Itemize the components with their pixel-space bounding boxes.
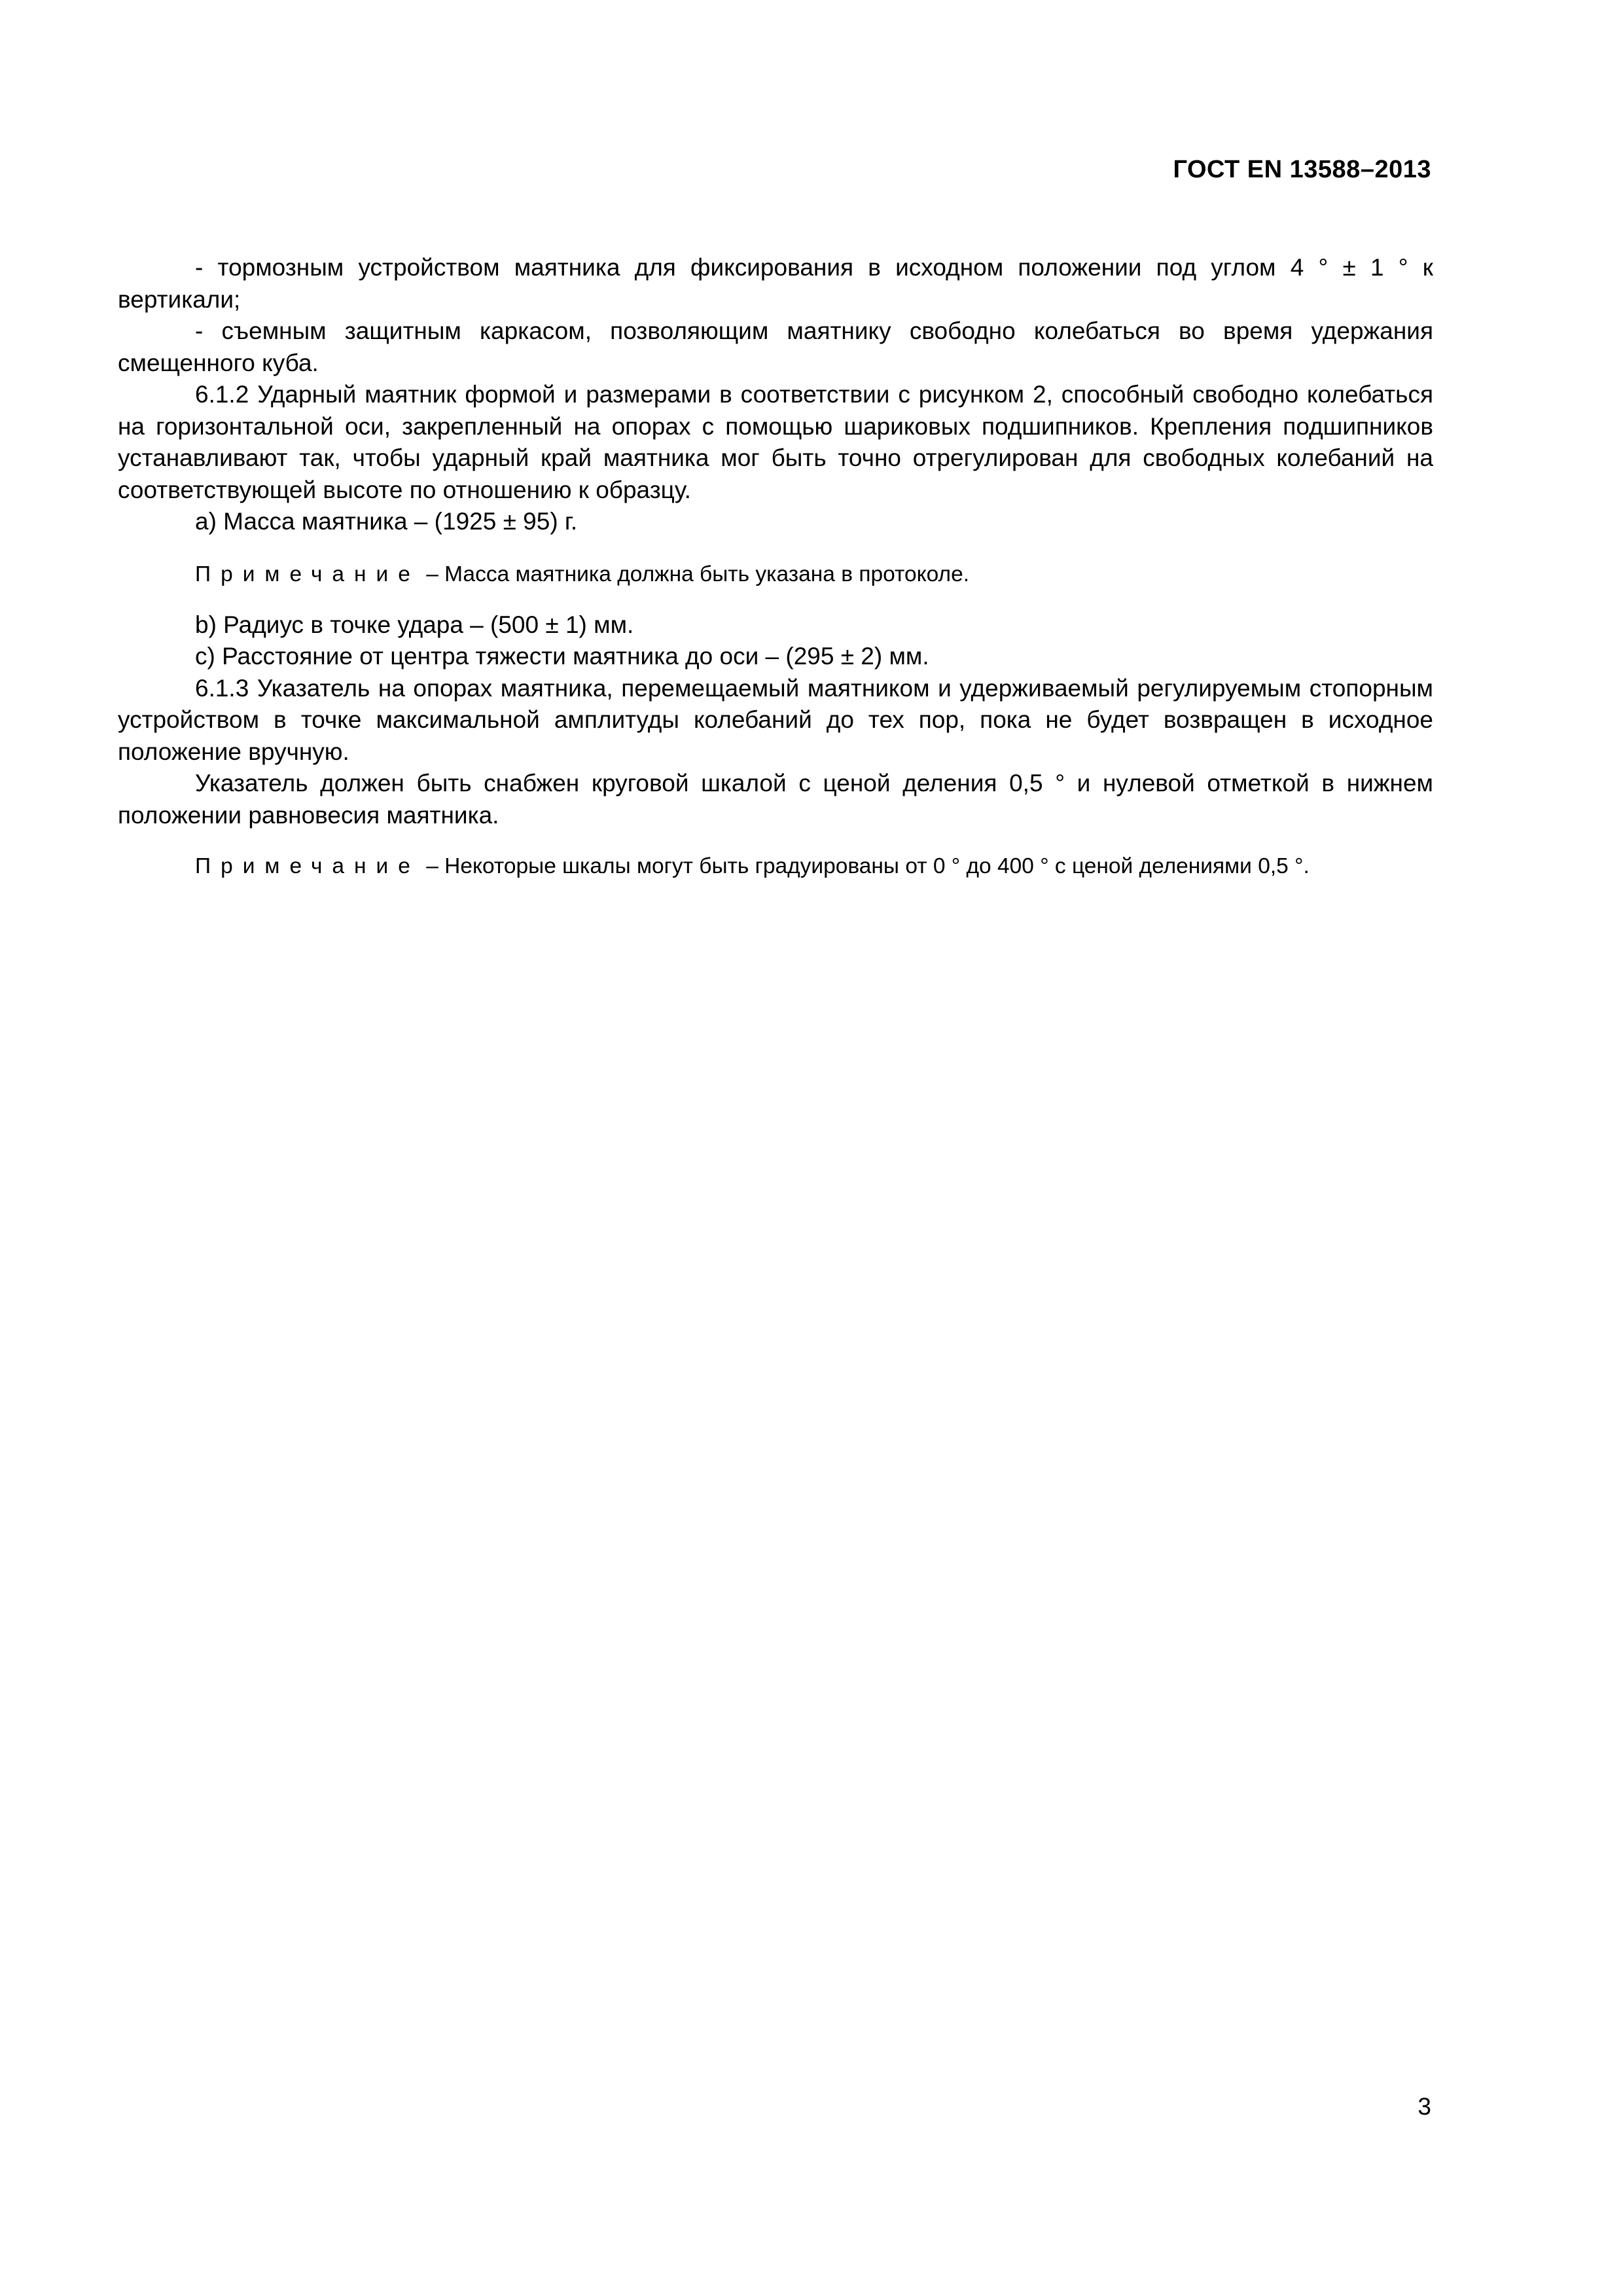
note-2 xyxy=(118,851,1433,882)
list-item-frame: - съемным защитным каркасом, позволяющим маятнику свободно колебаться во время удержания смещенного куба. xyxy=(118,317,1433,376)
clause-6-1-2: 6.1.2 Ударный маятник формой и размерами в соответствии с рисунком 2, способный свободно колебаться на горизонтальной оси, закрепленный на опорах с помощью шариковых подшипников. Крепления подшипников устанавливают так, чтобы ударный край маятника мог быть точно отрегулирован для свободных колебаний на соответствующей высоте по отношению к образцу. xyxy=(118,381,1433,503)
clause-6-1-3: 6.1.3 Указатель на опорах маятника, перемещаемый маятником и удерживаемый регулируемым стопорным устройством в точке максимальной амплитуды колебаний до тех пор, пока не будет возвращен в исходное положение вручную. xyxy=(118,674,1433,765)
list-item-a: a) Масса маятника – (1925 ± 95) г. xyxy=(195,508,578,535)
page-number: 3 xyxy=(1418,2093,1431,2120)
pointer-scale-paragraph: Указатель должен быть снабжен круговой шкалой с ценой деления 0,5 ° и нулевой отметкой в нижнем положении равновесия маятника. xyxy=(118,770,1433,829)
list-item-brake: - тормозным устройством маятника для фиксирования в исходном положении под углом 4 ° ± 1 ° к вертикали; xyxy=(118,254,1433,313)
note-2-text: – Некоторые шкалы могут быть градуированы от 0 ° до 400 ° с ценой делениями 0,5 °. xyxy=(419,854,1310,878)
note-1-label: Примечание xyxy=(195,562,420,586)
note-1 xyxy=(118,559,1433,590)
list-item-b: b) Радиус в точке удара – (500 ± 1) мм. xyxy=(195,611,634,638)
list-item-c: c) Расстояние от центра тяжести маятника до оси – (295 ± 2) мм. xyxy=(195,643,929,670)
note-1-text: – Масса маятника должна быть указана в протоколе. xyxy=(419,562,970,586)
note-2-label: Примечание xyxy=(195,854,420,878)
document-header-code: ГОСТ EN 13588–2013 xyxy=(1173,156,1431,183)
document-body xyxy=(118,252,1433,882)
